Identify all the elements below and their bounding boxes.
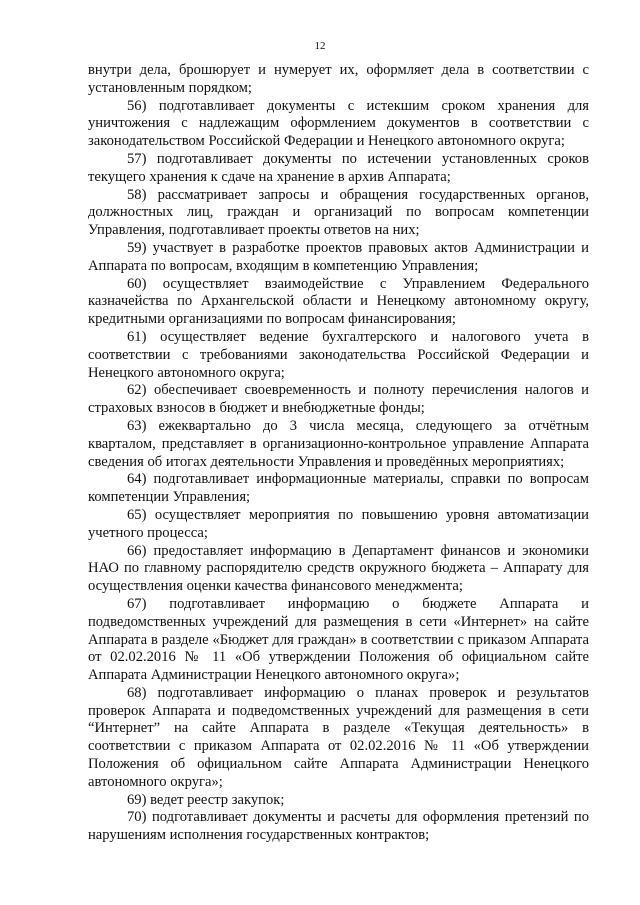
paragraph-item-63: 63) ежеквартально до 3 числа месяца, следующего за отчётным кварталом, представляет в организационно-контрольное управление Аппарата сведения об итогах деятельности Управления и проведённых мероприятиях; bbox=[88, 417, 589, 470]
paragraph-item-68: 68) подготавливает информацию о планах проверок и результатов проверок Аппарата и подведомственных учреждений для размещения в сети “Интернет” на сайте Аппарата в разделе «Текущая деятельность» в соответствии с приказом Аппарата от 02.02.2016 № 11 «Об утверждении Положения об официальном сайте Аппарата Администрации Ненецкого автономного округа»; bbox=[88, 684, 589, 790]
paragraph-item-61: 61) осуществляет ведение бухгалтерского и налогового учета в соответствии с требованиями законодательства Российской Федерации и Ненецкого автономного округа; bbox=[88, 328, 589, 381]
paragraph-item-69: 69) ведет реестр закупок; bbox=[127, 791, 285, 808]
paragraph-item-65: 65) осуществляет мероприятия по повышению уровня автоматизации учетного процесса; bbox=[88, 506, 589, 541]
paragraph-item-58: 58) рассматривает запросы и обращения государственных органов, должностных лиц, граждан и организаций по вопросам компетенции Управления, подготавливает проекты ответов на них; bbox=[88, 186, 589, 239]
paragraph-item-66: 66) предоставляет информацию в Департамент финансов и экономики НАО по главному распорядителю средств окружного бюджета – Аппарату для осуществления оценки качества финансового менеджмента; bbox=[88, 542, 589, 595]
paragraph-item-59: 59) участвует в разработке проектов правовых актов Администрации и Аппарата по вопросам, входящим в компетенцию Управления; bbox=[88, 239, 589, 274]
paragraph-item-62: 62) обеспечивает своевременность и полноту перечисления налогов и страховых взносов в бюджет и внебюджетные фонды; bbox=[88, 382, 589, 417]
document-body bbox=[88, 62, 589, 845]
paragraph-item-70: 70) подготавливает документы и расчеты для оформления претензий по нарушениям исполнения государственных контрактов; bbox=[88, 809, 589, 844]
paragraph-item-67: 67) подготавливает информацию о бюджете Аппарата и подведомственных учреждений для размещения в сети «Интернет» на сайте Аппарата в разделе «Бюджет для граждан» в соответствии с приказом Аппарата от 02.02.2016 № 11 «Об утверждении Положения об официальном сайте Аппарата Администрации Ненецкого автономного округа»; bbox=[88, 595, 589, 684]
page-number: 12 bbox=[314, 40, 326, 52]
paragraph-item-57: 57) подготавливает документы по истечении установленных сроков текущего хранения к сдаче на хранение в архив Аппарата; bbox=[88, 150, 589, 185]
paragraph-item-60: 60) осуществляет взаимодействие с Управлением Федерального казначейства по Архангельской области и Ненецкому автономному округу, кредитными организациями по вопросам финансирования; bbox=[88, 275, 589, 328]
paragraph-item-64: 64) подготавливает информационные материалы, справки по вопросам компетенции Управления; bbox=[88, 471, 589, 506]
paragraph-continuation: внутри дела, брошюрует и нумерует их, оформляет дела в соответствии с установленным порядком; bbox=[88, 62, 589, 96]
paragraph-item-56: 56) подготавливает документы с истекшим сроком хранения для уничтожения с надлежащим оформлением документов в соответствии с законодательством Российской Федерации и Ненецкого автономного округа; bbox=[88, 97, 589, 150]
